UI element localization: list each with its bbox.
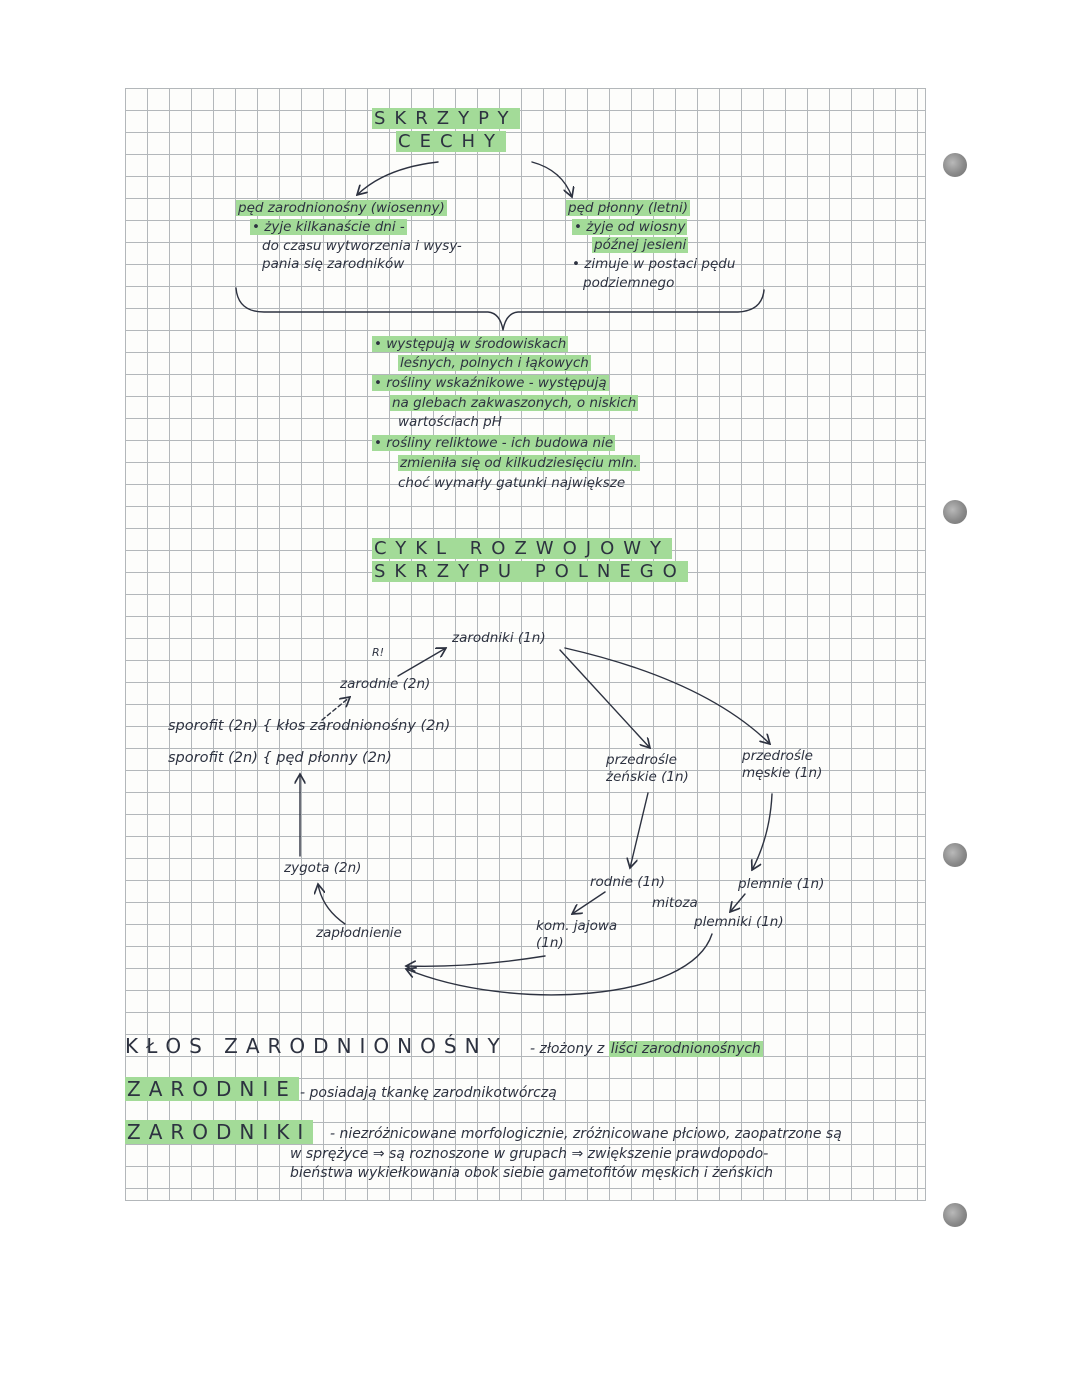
common-feature-line	[398, 455, 640, 472]
life-cycle-title-line2-text: SKRZYPU POLNEGO	[374, 561, 686, 582]
common-feature-line-text: zmieniła się od kilkudziesięciu mln.	[400, 455, 638, 471]
spore-shoot-line-text: do czasu wytworzenia i wysy-	[262, 238, 462, 254]
sterile-shoot-line	[572, 219, 687, 236]
spores-label: zarodniki (1n)	[452, 630, 546, 646]
common-feature-line	[398, 414, 502, 431]
common-feature-line	[372, 336, 568, 353]
archegonia-label: rodnie (1n)	[590, 874, 665, 890]
features-title-line2-text: CECHY	[398, 131, 505, 152]
sterile-shoot-line	[583, 275, 674, 292]
common-feature-line	[372, 435, 615, 452]
features-title-line2	[396, 131, 506, 153]
sterile-shoot-line	[572, 256, 735, 273]
common-feature-line-text: leśnych, polnych i łąkowych	[400, 355, 589, 371]
definition-sporangia-text: - posiadają tkankę zarodnikotwórczą	[300, 1085, 557, 1101]
definition-term-cone-text: KŁOS ZARODNIONOŚNY	[125, 1034, 508, 1058]
definition-spores-line: bieństwa wykiełkowania obok siebie gametofitów męskich i żeńskich	[290, 1165, 773, 1181]
zygote-label: zygota (2n)	[284, 860, 362, 876]
common-feature-line-text: • rośliny reliktowe - ich budowa nie	[374, 435, 614, 451]
sporophyte-cone-label: sporofit (2n) { kłos zarodnionośny (2n)	[168, 718, 451, 734]
common-feature-line	[398, 475, 625, 492]
sterile-shoot-line-text: • żyje od wiosny	[574, 219, 686, 235]
sterile-shoot-line	[592, 237, 688, 254]
sterile-shoot-line-text: podziemnego	[583, 275, 675, 291]
spore-shoot-line-text: • żyje kilkanaście dni -	[252, 219, 405, 235]
common-feature-line-text: • występują w środowiskach	[374, 336, 567, 352]
features-title-line1	[372, 108, 520, 130]
sterile-shoot-heading	[566, 200, 690, 217]
spore-shoot-line	[262, 256, 404, 273]
life-cycle-title-line1	[372, 538, 672, 560]
sterile-shoot-line-text: • zimuje w postaci pędu	[572, 256, 736, 272]
spore-shoot-heading	[236, 200, 447, 217]
sporangia-label: zarodnie (2n)	[340, 676, 431, 692]
punch-hole	[943, 153, 967, 177]
common-feature-line-text: na glebach zakwaszonych, o niskich	[392, 395, 637, 411]
spore-shoot-line	[250, 219, 407, 236]
spore-shoot-line	[262, 238, 462, 255]
sterile-shoot-heading-text: pęd płonny (letni)	[568, 200, 689, 216]
meiosis-mark: R!	[372, 646, 385, 659]
life-cycle-title-line2	[372, 561, 688, 583]
sterile-shoot-line-text: późnej jesieni	[594, 237, 687, 253]
definition-spores-line: w sprężyce ⇒ są roznoszone w grupach ⇒ zwiększenie prawdopodo-	[290, 1146, 769, 1162]
common-feature-line	[372, 375, 609, 392]
common-feature-line-text: choć wymarły gatunki największe	[398, 475, 626, 491]
definition-cone-prefix: - złożony z	[530, 1041, 605, 1057]
common-feature-line-text: • rośliny wskaźnikowe - występują	[374, 375, 607, 391]
mitosis-label: mitoza	[652, 895, 698, 911]
definition-term-sporangia	[125, 1077, 299, 1101]
definition-term-spores-text: ZARODNIKI	[127, 1120, 312, 1144]
definition-cone-highlight: liści zarodnionośnych	[610, 1041, 761, 1057]
spore-shoot-heading-text: pęd zarodnionośny (wiosenny)	[238, 200, 445, 216]
punch-hole	[943, 500, 967, 524]
female-prothallus-label: przedrośle żeńskie (1n)	[606, 752, 689, 785]
antheridia-label: plemnie (1n)	[738, 876, 825, 892]
common-feature-line	[398, 355, 591, 372]
definition-term-spores	[125, 1120, 313, 1144]
definition-term-cone	[125, 1034, 508, 1058]
fertilization-label: zapłodnienie	[316, 925, 402, 941]
egg-cell-label: kom. jajowa (1n)	[536, 918, 618, 951]
sperm-label: plemniki (1n)	[694, 914, 784, 930]
common-feature-line-text: wartościach pH	[398, 414, 502, 430]
male-prothallus-label: przedrośle męskie (1n)	[742, 748, 823, 781]
common-feature-line	[390, 395, 638, 412]
sporophyte-shoot-label: sporofit (2n) { pęd płonny (2n)	[168, 750, 392, 766]
punch-hole	[943, 843, 967, 867]
spore-shoot-line-text: pania się zarodników	[262, 256, 405, 272]
definition-spores-line: - niezróżnicowane morfologicznie, zróżnicowane płciowo, zaopatrzone są	[330, 1126, 842, 1142]
definition-term-sporangia-text: ZARODNIE	[127, 1077, 297, 1101]
features-title-line1-text: SKRZYPY	[374, 108, 518, 129]
definition-cone-text	[530, 1040, 763, 1058]
punch-hole	[943, 1203, 967, 1227]
life-cycle-title-line1-text: CYKL ROZWOJOWY	[374, 538, 671, 559]
